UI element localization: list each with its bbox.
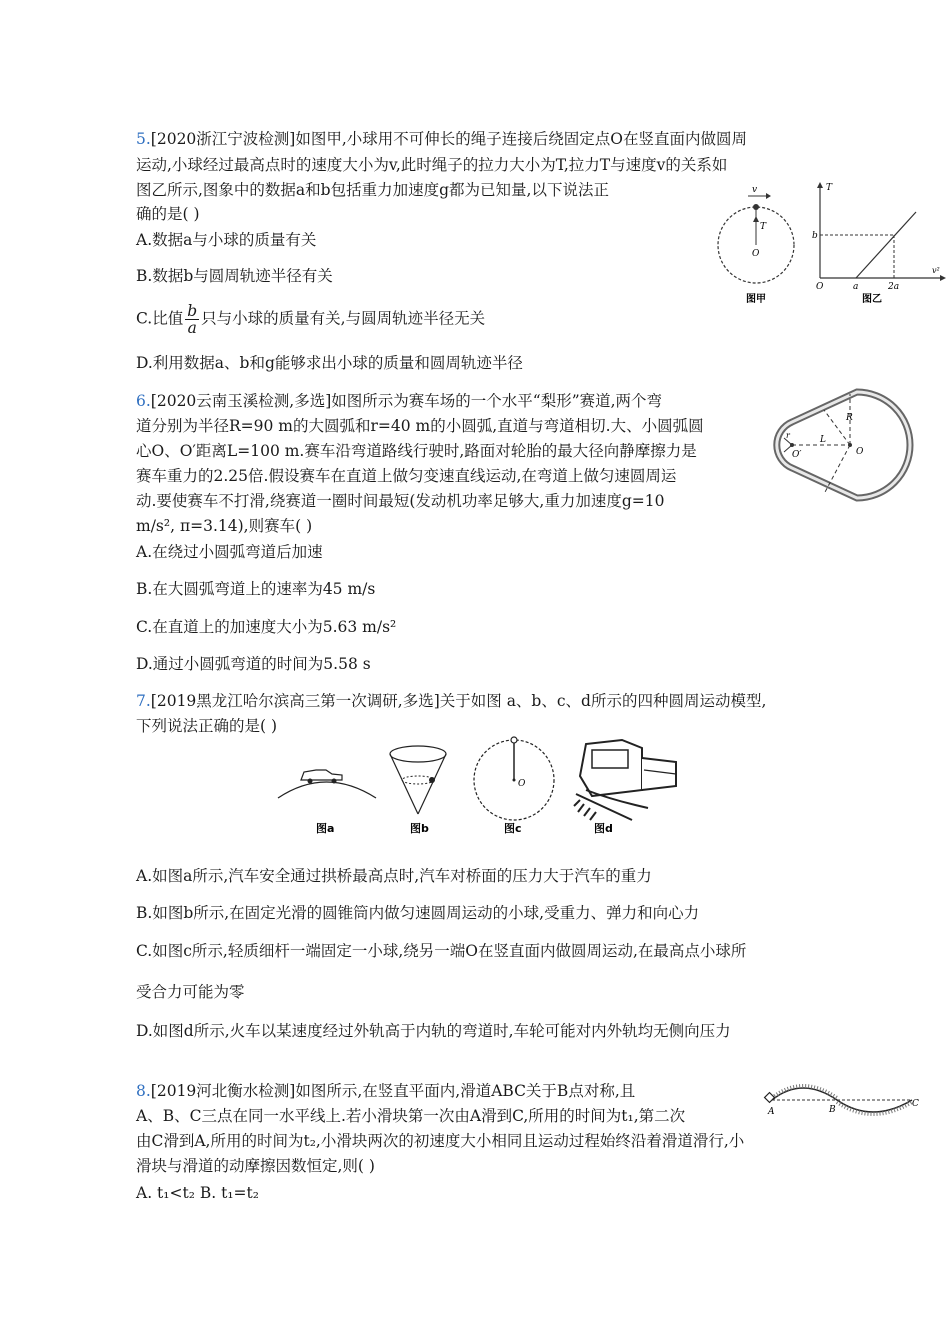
q5-option-b: B.数据b与圆周轨迹半径有关	[136, 267, 333, 285]
q6-option-b: B.在大圆弧弯道上的速率为45 m/s	[136, 580, 376, 598]
q7-option-c-line-1: C.如图c所示,轻质细杆一端固定一小球,绕另一端O在竖直面内做圆周运动,在最高点小球所	[136, 942, 747, 960]
figure-b-cone	[384, 742, 454, 842]
q5-option-a: A.数据a与小球的质量有关	[136, 231, 317, 249]
q6-option-a: A.在绕过小圆弧弯道后加速	[136, 543, 323, 561]
q8-line-1: 8.[2019河北衡水检测]如图所示,在竖直平面内,滑道ABC关于B点对称,且	[136, 1082, 636, 1100]
q7-number: 7.	[136, 692, 151, 710]
fraction-b-over-a: $\frac{b}{a}$	[187, 302, 198, 337]
caption-b: 图b	[410, 822, 429, 835]
q7-option-c-line-2: 受合力可能为零	[136, 983, 245, 1001]
caption-jia: 图甲	[746, 294, 766, 305]
figure-jia-circle-diagram	[712, 180, 802, 308]
q6-number: 6.	[136, 392, 151, 410]
label-C: C	[912, 1099, 919, 1109]
figure-slide-abc	[762, 1078, 922, 1122]
label-v: v	[752, 185, 758, 195]
q6-line-1: 6.[2020云南玉溪检测,多选]如图所示为赛车场的一个水平“梨形”赛道,两个弯	[136, 392, 663, 410]
label-O: O	[752, 249, 760, 259]
q6-option-c: C.在直道上的加速度大小为5.63 m/s²	[136, 618, 397, 636]
label-B: B	[829, 1105, 836, 1115]
label-O: O	[856, 447, 864, 457]
q6-line-3: 心O、O′距离L=100 m.赛车沿弯道路线行驶时,路面对轮胎的最大径向静摩擦力是	[136, 442, 697, 460]
figure-a-arch-bridge	[276, 760, 381, 842]
q6-line-4: 赛车重力的2.25倍.假设赛车在直道上做匀变速直线运动,在弯道上做匀速圆周运	[136, 467, 677, 485]
axis-label-v2: v²	[932, 266, 940, 275]
caption-d: 图d	[594, 822, 613, 835]
label-R: R	[846, 413, 853, 423]
caption-c: 图c	[504, 822, 522, 835]
axis-label-T: T	[826, 183, 833, 193]
label-a: a	[853, 282, 859, 292]
q6-line-6: m/s², π=3.14),则赛车( )	[136, 517, 313, 535]
q5-option-c: C.比值 $\frac{b}{a}$ 只与小球的质量有关,与圆周轨迹半径无关	[136, 302, 486, 337]
q6-option-d: D.通过小圆弧弯道的时间为5.58 s	[136, 655, 371, 673]
caption-a: 图a	[316, 822, 335, 835]
q7-option-a: A.如图a所示,汽车安全通过拱桥最高点时,汽车对桥面的压力大于汽车的重力	[136, 867, 652, 885]
q8-number: 8.	[136, 1082, 151, 1100]
q5-line-1: 5.[2020浙江宁波检测]如图甲,小球用不可伸长的绳子连接后绕固定点O在竖直面内做圆周	[136, 130, 747, 148]
q7-line-2: 下列说法正确的是( )	[136, 717, 278, 735]
q6-line-2: 道分别为半径R=90 m的大圆弧和r=40 m的小圆弧,直道与弯道相切.大、小圆弧圆	[136, 417, 704, 435]
q8-line-3: 由C滑到A,所用的时间为t₂,小滑块两次的初速度大小相同且运动过程始终沿着滑道滑行,小	[136, 1132, 745, 1150]
q6-line-5: 动.要使赛车不打滑,绕赛道一圈时间最短(发动机功率足够大,重力加速度g=10	[136, 492, 665, 510]
label-O-prime: O′	[792, 450, 802, 460]
q7-option-d: D.如图d所示,火车以某速度经过外轨高于内轨的弯道时,车轮可能对内外轨均无侧向压力	[136, 1022, 731, 1040]
label-2a: 2a	[888, 282, 900, 292]
q5-line-4: 确的是( )	[136, 205, 200, 223]
figure-d-train	[572, 736, 684, 842]
q8-line-4: 滑块与滑道的动摩擦因数恒定,则( )	[136, 1157, 375, 1175]
label-O: O	[518, 779, 526, 789]
label-origin: O	[816, 282, 824, 292]
q8-line-2: A、B、C三点在同一水平线上.若小滑块第一次由A滑到C,所用的时间为t₁,第二次	[136, 1107, 686, 1125]
q8-options: A. t₁<t₂ B. t₁=t₂	[136, 1184, 259, 1202]
q5-line-2: 运动,小球经过最高点时的速度大小为v,此时绳子的拉力大小为T,拉力T与速度v的关系如	[136, 156, 728, 174]
figure-pear-track	[762, 382, 917, 507]
q7-line-1: 7.[2019黑龙江哈尔滨高三第一次调研,多选]关于如图 a、b、c、d所示的四种圆周运动模型,	[136, 692, 767, 710]
q5-option-d: D.利用数据a、b和g能够求出小球的质量和圆周轨迹半径	[136, 354, 523, 372]
label-L: L	[820, 435, 826, 445]
q7-option-b: B.如图b所示,在固定光滑的圆锥筒内做匀速圆周运动的小球,受重力、弹力和向心力	[136, 904, 700, 922]
figure-c-rod-circle	[468, 732, 560, 842]
label-b: b	[812, 231, 818, 241]
label-r: r	[786, 431, 790, 440]
label-A: A	[768, 1107, 775, 1117]
label-T: T	[760, 222, 767, 232]
q5-number: 5.	[136, 130, 151, 148]
q5-line-3: 图乙所示,图象中的数据a和b包括重力加速度g都为已知量,以下说法正	[136, 181, 609, 199]
caption-yi: 图乙	[862, 294, 882, 305]
figure-yi-graph	[812, 178, 947, 308]
